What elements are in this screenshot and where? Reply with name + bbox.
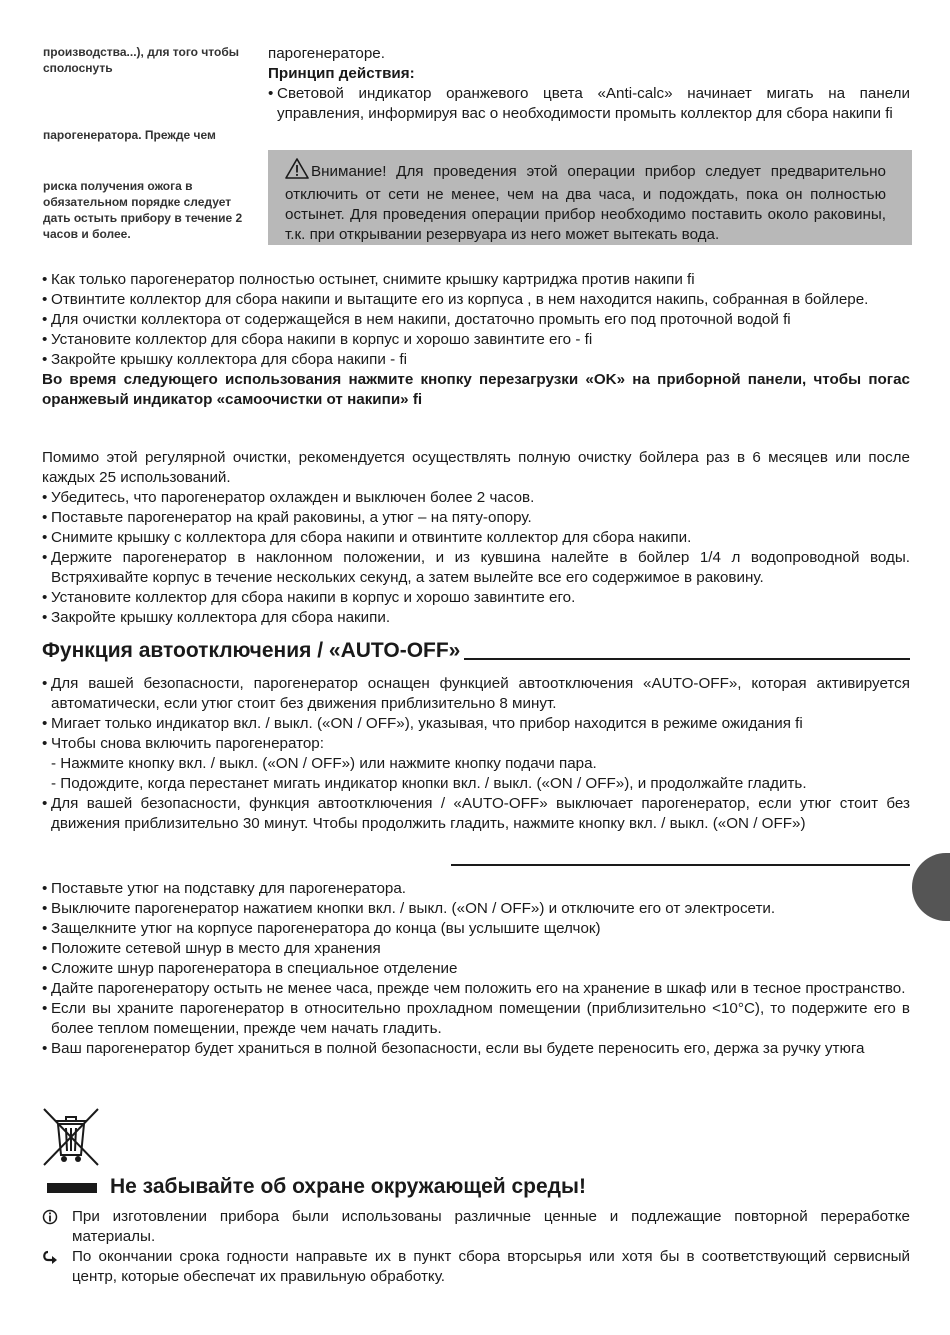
intro-line: парогенераторе. (268, 45, 385, 62)
hooked-arrow-icon (42, 1247, 72, 1265)
warning-box (268, 150, 912, 245)
list-item: • Как только парогенератор полностью остынет, снимите крышку картриджа против накипи fi (42, 270, 910, 290)
list-item: • Закройте крышку коллектора для сбора накипи. (42, 608, 910, 628)
storage-list (42, 879, 910, 1059)
principle-title: Принцип действия: (268, 65, 415, 82)
heading-rule (464, 658, 910, 660)
warning-text: Внимание! Для проведения этой операции прибор следует предварительно отключить от сети не менее, чем на два часа, и подождать, пока он полностью остынет. Для проведения операции прибор необходимо поставить около раковины, т.к. при открывании резервуара из него может вытекать вода. (285, 163, 886, 243)
list-item: • Поставьте парогенератор на край раковины, а утюг – на пяту-опору. (42, 508, 910, 528)
list-item: • Для вашей безопасности, парогенератор оснащен функцией автоотключения «AUTO-OFF», которая активируется автоматически, если утюг стоит без движения приблизительно 8 минут. (42, 674, 910, 714)
weee-crossed-bin-icon (42, 1107, 100, 1167)
environment-item (42, 1247, 910, 1287)
list-item: • Снимите крышку с коллектора для сбора накипи и отвинтите коллектор для сбора накипи. (42, 528, 910, 548)
list-item: • Установите коллектор для сбора накипи в корпус и хорошо завинтите его. (42, 588, 910, 608)
list-item: • Сложите шнур парогенератора в специальное отделение (42, 959, 910, 979)
list-item: • Поставьте утюг на подставку для парогенератора. (42, 879, 910, 899)
page-side-tab (912, 853, 950, 921)
list-item: • Положите сетевой шнур в место для хранения (42, 939, 910, 959)
list-item: • Если вы храните парогенератор в относительно прохладном помещении (приблизительно <10°C), то подержите его в более теплом помещении, прежде чем начать гладить. (42, 999, 910, 1039)
reset-note: Во время следующего использования нажмите кнопку перезагрузки «OK» на приборной панели, чтобы погас оранжевый индикатор «самоочистки от накипи» fi (42, 371, 910, 408)
list-item: • Чтобы снова включить парогенератор: (42, 734, 910, 754)
auto-off-heading (42, 639, 910, 663)
environment-item (42, 1207, 910, 1247)
sub-item: - Подождите, когда перестанет мигать индикатор кнопки вкл. / выкл. («ON / OFF»), и продолжайте гладить. (51, 775, 807, 792)
list-item: • Мигает только индикатор вкл. / выкл. («ON / OFF»), указывая, что прибор находится в режиме ожидания fi (42, 714, 910, 734)
storage-heading-rule (451, 864, 910, 866)
environment-title-bar (47, 1183, 97, 1193)
descale-steps (42, 270, 910, 410)
list-item: • Убедитесь, что парогенератор охлажден и выключен более 2 часов. (42, 488, 910, 508)
list-item: • Отвинтите коллектор для сбора накипи и вытащите его из корпуса , в нем находится накипь, собранная в бойлере. (42, 290, 910, 310)
environment-list (42, 1207, 910, 1287)
side-note-3: риска получения ожога в обязательном порядке следует дать остыть прибору в течение 2 часов и более. (43, 179, 243, 241)
list-item: • Дайте парогенератору остыть не менее часа, прежде чем положить его на хранение в шкаф или в тесное пространство. (42, 979, 910, 999)
list-item: • Держите парогенератор в наклонном положении, и из кувшина налейте в бойлер 1/4 л водопроводной воды. Встряхивайте корпус в течение нескольких секунд, а затем вылейте все его содержимое в раковину. (42, 548, 910, 588)
side-note-1: производства...), для того чтобы сполоснуть (43, 45, 240, 75)
side-note-2: парогенератора. Прежде чем (43, 128, 216, 142)
auto-off-heading-text: Функция автоотключения / «AUTO-OFF» (42, 639, 461, 662)
auto-off-list (42, 674, 910, 834)
sub-item: - Нажмите кнопку вкл. / выкл. («ON / OFF») или нажмите кнопку подачи пара. (51, 755, 597, 772)
full-clean-section (42, 448, 910, 628)
list-item: • Закройте крышку коллектора для сбора накипи - fi (42, 350, 910, 370)
list-item: • Ваш парогенератор будет храниться в полной безопасности, если вы будете переносить его, держа за ручку утюга (42, 1039, 910, 1059)
full-clean-intro: Помимо этой регулярной очистки, рекомендуется осуществлять полную очистку бойлера раз в 6 месяцев или после каждых 25 использований. (42, 449, 910, 486)
environment-item-text: При изготовлении прибора были использованы различные ценные и подлежащие повторной переработке материалы. (72, 1208, 910, 1245)
info-circle-icon (42, 1207, 72, 1225)
environment-title: Не забывайте об охране окружающей среды! (110, 1175, 586, 1198)
principle-bullet: • Световой индикатор оранжевого цвета «Anti-calc» начинает мигать на панели управления, информируя вас о необходимости промыть коллектор для сбора накипи fi (268, 84, 910, 124)
list-item: • Для очистки коллектора от содержащейся в нем накипи, достаточно промыть его под проточной водой fi (42, 310, 910, 330)
list-item: • Для вашей безопасности, функция автоотключения / «AUTO-OFF» выключает парогенератор, если утюг стоит без движения приблизительно 30 минут. Чтобы продолжить гладить, нажмите кнопку вкл. / выкл. («ON / OFF») (42, 794, 910, 834)
list-item: • Защелкните утюг на корпусе парогенератора до конца (вы услышите щелчок) (42, 919, 910, 939)
list-item: • Выключите парогенератор нажатием кнопки вкл. / выкл. («ON / OFF») и отключите его от электросети. (42, 899, 910, 919)
warning-triangle-icon (285, 158, 309, 185)
environment-item-text: По окончании срока годности направьте их в пункт сбора вторсырья или хотя бы в соответствующий сервисный центр, которые обеспечат их правильную обработку. (72, 1248, 910, 1285)
list-item: • Установите коллектор для сбора накипи в корпус и хорошо завинтите его - fi (42, 330, 910, 350)
principle-section (268, 44, 910, 124)
